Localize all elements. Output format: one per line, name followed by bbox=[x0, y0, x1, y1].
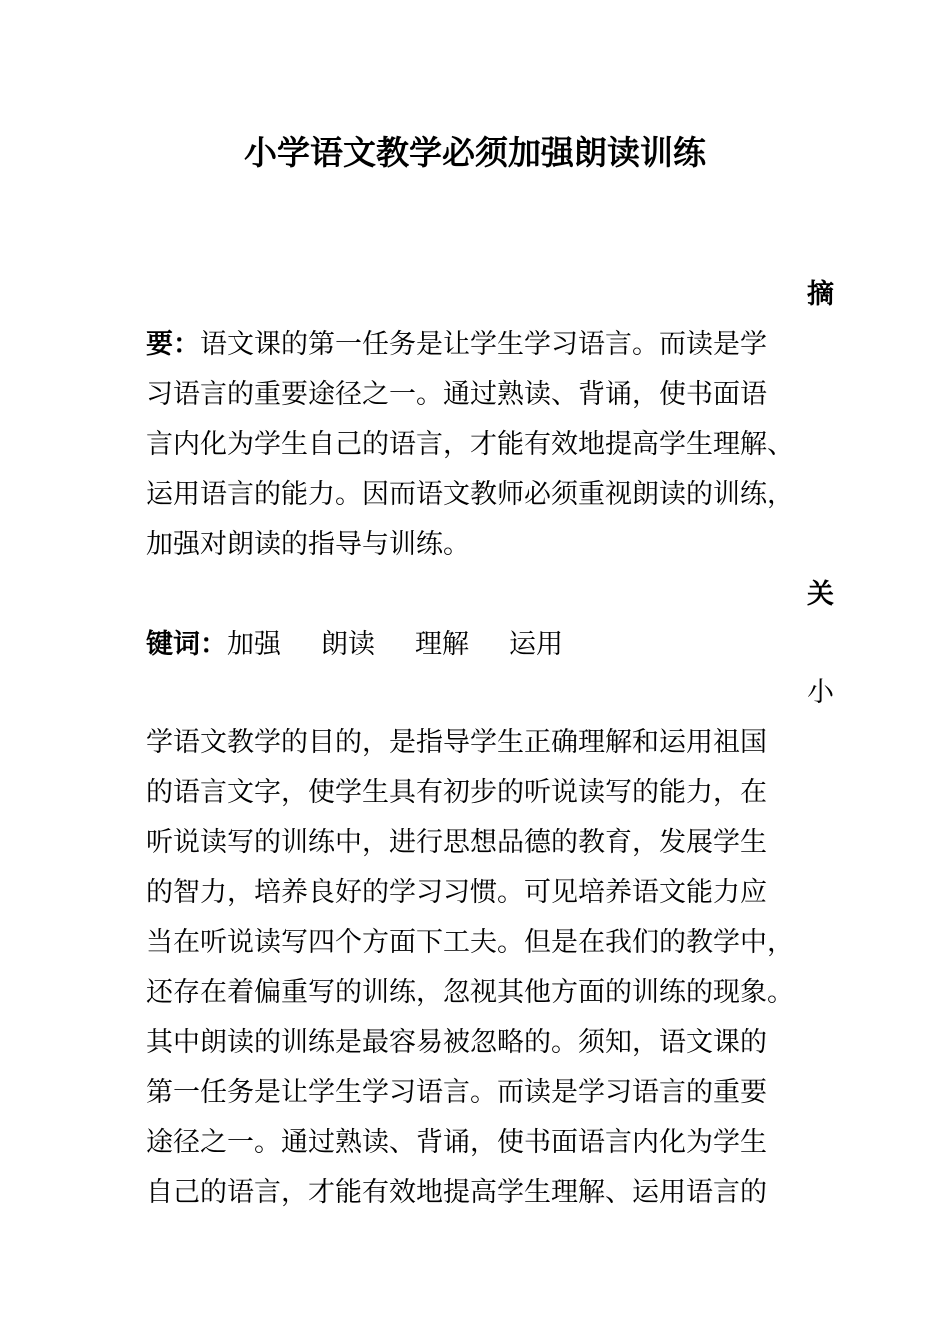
abstract-line bbox=[146, 320, 767, 370]
abstract-line: 运用语言的能力。因而语文教师必须重视朗读的训练， bbox=[146, 479, 794, 510]
body-line: 学语文教学的目的，是指导学生正确理解和运用祖国 bbox=[146, 727, 767, 758]
keyword: 运用 bbox=[509, 629, 563, 660]
body-first-char: 小 bbox=[807, 677, 834, 708]
abstract-line: 言内化为学生自己的语言，才能有效地提高学生理解、 bbox=[146, 429, 794, 460]
keywords-label-first-char: 关 bbox=[807, 579, 834, 610]
keywords-line bbox=[146, 620, 603, 670]
abstract-label-first-char: 摘 bbox=[807, 279, 834, 310]
keywords-label: 键词： bbox=[146, 629, 227, 660]
document-title: 小学语文教学必须加强朗读训练 bbox=[244, 133, 706, 172]
body-line: 途径之一。通过熟读、背诵，使书面语言内化为学生 bbox=[146, 1127, 767, 1158]
abstract-line: 加强对朗读的指导与训练。 bbox=[146, 529, 470, 560]
abstract-line: 习语言的重要途径之一。通过熟读、背诵，使书面语 bbox=[146, 379, 767, 410]
abstract-text: 语文课的第一任务是让学生学习语言。而读是学 bbox=[200, 329, 767, 360]
body-line: 听说读写的训练中，进行思想品德的教育，发展学生 bbox=[146, 827, 767, 858]
body-line: 第一任务是让学生学习语言。而读是学习语言的重要 bbox=[146, 1077, 767, 1108]
body-line: 自己的语言，才能有效地提高学生理解、运用语言的 bbox=[146, 1177, 767, 1208]
keyword: 理解 bbox=[415, 629, 469, 660]
body-line: 还存在着偏重写的训练，忽视其他方面的训练的现象。 bbox=[146, 977, 794, 1008]
keyword: 加强 bbox=[227, 629, 281, 660]
abstract-label: 要： bbox=[146, 329, 200, 360]
body-line: 当在听说读写四个方面下工夫。但是在我们的教学中， bbox=[146, 927, 794, 958]
body-line: 其中朗读的训练是最容易被忽略的。须知，语文课的 bbox=[146, 1027, 767, 1058]
body-line: 的语言文字，使学生具有初步的听说读写的能力，在 bbox=[146, 777, 767, 808]
keyword: 朗读 bbox=[321, 629, 375, 660]
body-line: 的智力，培养良好的学习习惯。可见培养语文能力应 bbox=[146, 877, 767, 908]
